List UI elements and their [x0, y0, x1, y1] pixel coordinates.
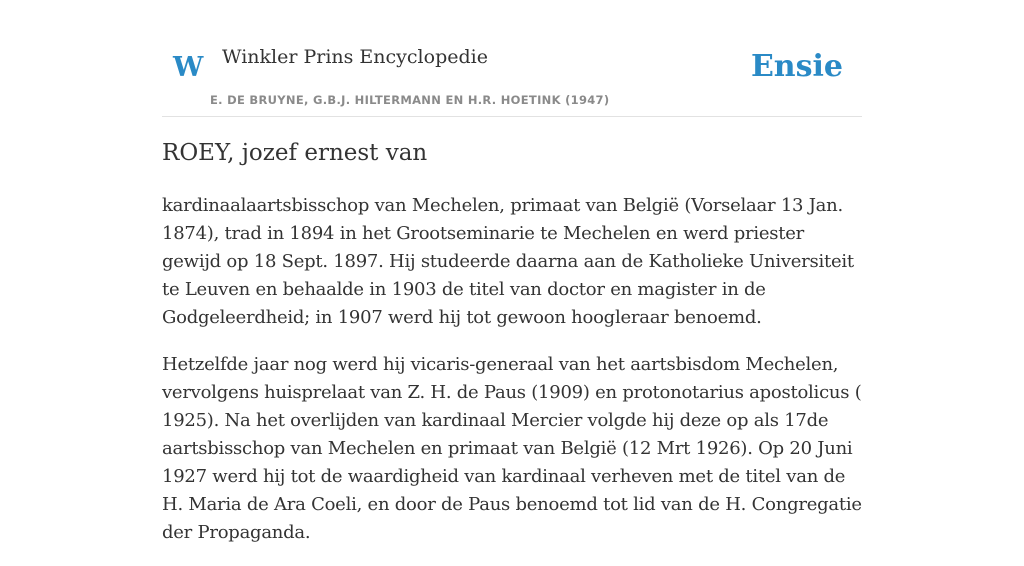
source-logo-icon[interactable]: W [173, 52, 204, 83]
source-title-link[interactable]: Winkler Prins Encyclopedie [222, 46, 488, 68]
source-authors: E. DE BRUYNE, G.B.J. HILTERMANN EN H.R. HOETINK (1947) [210, 93, 610, 107]
page [162, 0, 862, 543]
entry-content [162, 192, 866, 566]
page-title: ROEY, jozef ernest van [162, 140, 428, 166]
ensie-logo-link[interactable]: Ensie [750, 49, 843, 84]
header [162, 0, 862, 117]
entry-paragraph: kardinaalaartsbisschop van Mechelen, primaat van België (Vorselaar 13 Jan. 1874), trad in 1894 in het Grootseminarie te Mechelen en werd priester gewijd op 18 Sept. 1897. Hij studeerde daarna aan de Katholieke Universiteit te Leuven en behaalde in 1903 de titel van doctor en magister in de Godgeleerdheid; in 1907 werd hij tot gewoon hoogleraar benoemd. [162, 195, 854, 328]
entry-paragraph: Hetzelfde jaar nog werd hij vicaris-generaal van het aartsbisdom Mechelen, vervolgens huisprelaat van Z. H. de Paus (1909) en protonotarius apostolicus ( 1925). Na het overlijden van kardinaal Mercier volgde hij deze op als 17de aartsbisschop van Mechelen en primaat van België (12 Mrt 1926). Op 20 Juni 1927 werd hij tot de waardigheid van kardinaal verheven met de titel van de H. Maria de Ara Coeli, en door de Paus benoemd tot lid van de H. Congregatie der Propaganda. [162, 354, 862, 543]
